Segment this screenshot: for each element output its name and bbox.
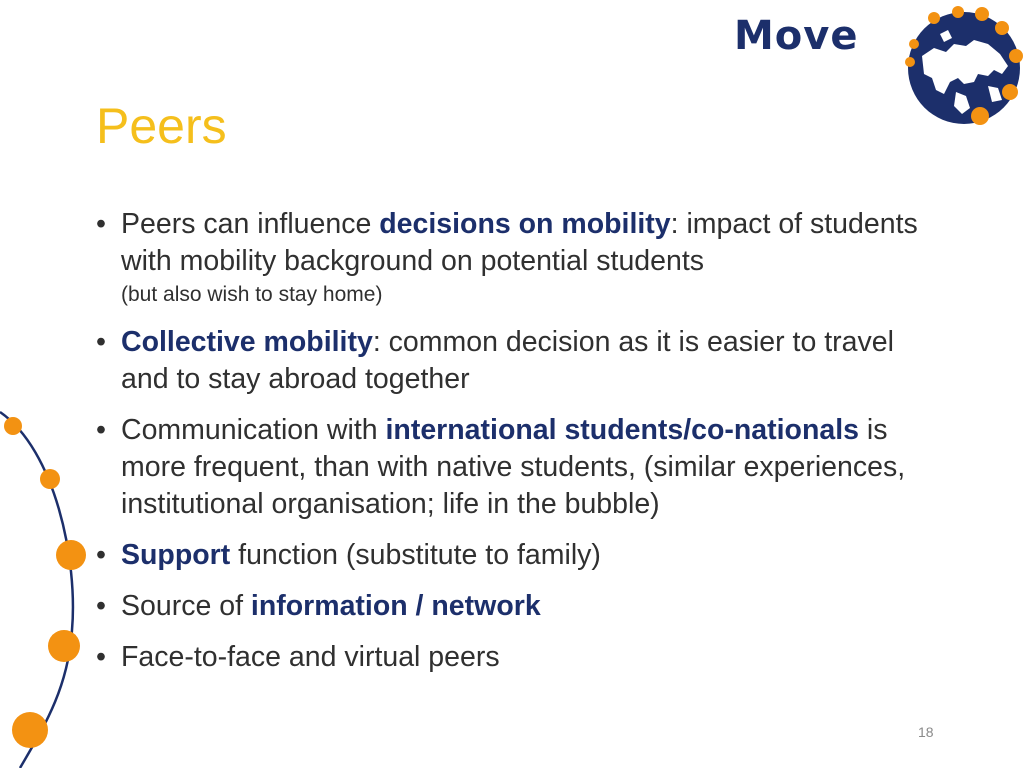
slide-title: Peers [96,98,227,154]
bullet-emphasis: Support [121,539,231,571]
bullet-text: function (substitute to family) [230,539,601,571]
bullet-text: Communication with [121,414,386,446]
move-logo [726,4,1024,128]
bullet-emphasis: information / network [250,590,541,622]
bullet-list [96,206,936,690]
bullet-dot: • [96,641,106,673]
bullet-emphasis: Collective mobility [121,326,373,358]
globe-icon [904,4,1024,128]
decorative-arc [0,0,100,768]
bullet-emphasis: decisions on mobility [379,208,671,240]
bullet-dot: • [96,539,106,571]
bullet-item [96,639,936,676]
bullet-dot: • [96,326,106,358]
arc-dot [4,417,22,435]
arc-dot [56,540,86,570]
bullet-item [96,324,936,398]
arc-dot [40,469,60,489]
bullet-text: Face-to-face and virtual peers [121,641,500,673]
bullet-text: : common decision as it is easier to travel and to stay abroad together [121,326,894,395]
bullet-emphasis: international students/co-nationals [385,414,859,446]
bullet-text: Source of [121,590,251,622]
bullet-text: : impact of students with mobility background on potential students [121,208,918,277]
arc-dot [12,712,48,748]
page-number: 18 [918,724,934,740]
bullet-dot: • [96,208,106,240]
bullet-subnote: (but also wish to stay home) [121,283,383,306]
bullet-item [96,412,936,523]
bullet-item [96,537,936,574]
bullet-item [96,588,936,625]
logo-wordmark: Move [734,13,859,59]
bullet-dot: • [96,590,106,622]
bullet-text: is more frequent, than with native students, (similar experiences, institutional organisation; life in the bubble) [121,414,906,520]
bullet-dot: • [96,414,106,446]
bullet-text: Peers can influence [121,208,380,240]
bullet-item [96,206,936,310]
arc-dot [48,630,80,662]
